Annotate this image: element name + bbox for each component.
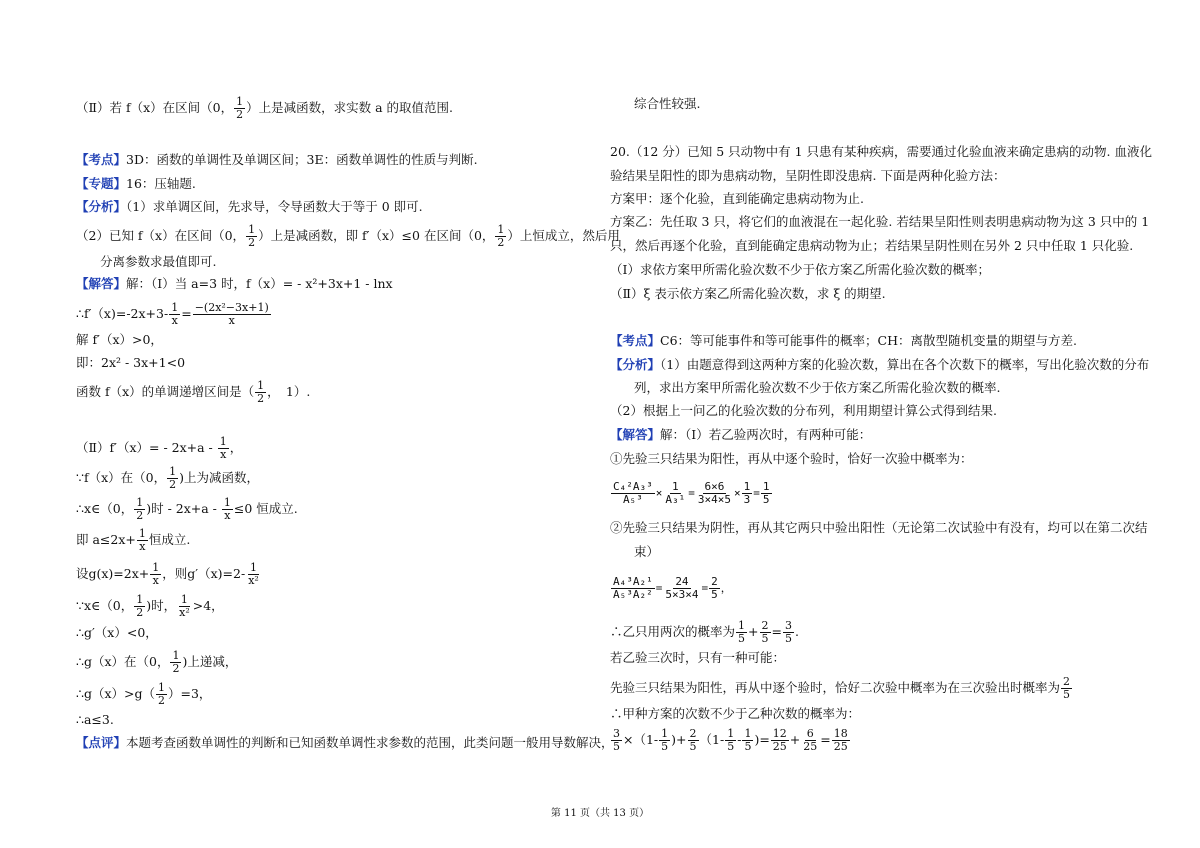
dianping: 【点评】本题考查函数单调性的判断和已知函数单调性求参数的范围，此类问题一般用导数解决，	[76, 735, 614, 750]
q20-part-2: （Ⅱ）ξ 表示依方案乙所需化验次数，求 ξ 的期望.	[610, 286, 886, 301]
fraction: $\frac{1}{2}$	[236, 95, 244, 121]
equation-1: $\frac{\text{C₄²A₃³}}{\text{A₅³}}$ × $\frac{1}{\text{A₃¹}}$ = $\frac{6\times 6}{3\times 4\times 5}$ × $\frac{1}{3}$ = $\frac{1}{5}$	[613, 480, 770, 506]
part2-line-9: 设g(x)=2x+ $\frac{1}{x}$ ，则g′（x)=2- $\frac{1}{\text{x²}}$	[76, 561, 259, 587]
part2-line-6: ∵f（x）在（0， $\frac{1}{2}$ )上为减函数，	[76, 465, 259, 491]
fenxi-line-2: （2）已知 f（x）在区间（0， $\frac{1}{2}$ ）上是减函数，即 f′（x）≤0 在区间（0， $\frac{1}{2}$ ）上恒成立，然后用	[76, 223, 620, 249]
part2-line-12: ∴g（x）在（0， $\frac{1}{2}$ )上递减，	[76, 649, 238, 675]
fenxi: 【分析】（1）求单调区间，先求导，令导函数大于等于 0 即可.	[76, 199, 423, 214]
case-2: ②先验三只结果为阴性，再从其它两只中验出阳性（无论第二次试验中有没有，均可以在第二次结	[610, 520, 1148, 535]
q20-line-3: 方案甲：逐个化验，直到能确定患病动物为止.	[610, 191, 864, 206]
part2-line-7: ∴x∈（0， $\frac{1}{2}$ )时 - 2x+a - $\frac{1}{x}$ ≤0 恒成立.	[76, 496, 298, 522]
question-part-2: （Ⅱ）若 f（x）在区间（0， $\frac{1}{2}$ ）上是减函数，求实数 a 的取值范围.	[76, 95, 453, 121]
q20-part-1: （Ⅰ）求依方案甲所需化验次数不少于依方案乙所需化验次数的概率；	[610, 262, 990, 277]
part2-line-13: ∴g（x）>g（ $\frac{1}{2}$ ）=3，	[76, 681, 212, 707]
continuation: 综合性较强.	[634, 96, 701, 111]
page-footer: 第 11 页（共 13 页）	[550, 808, 650, 819]
q20-line-1: 20.（12 分）已知 5 只动物中有 1 只患有某种疾病，需要通过化验血液来确定患病的动物. 血液化	[610, 144, 1153, 159]
zhuanti: 【专题】16：压轴题.	[76, 176, 196, 191]
solve-line: 解 f′（x）>0，	[76, 332, 163, 347]
part2-line-11: ∴g′（x）<0，	[76, 625, 158, 640]
q20-line-5: 只，然后再逐个化验，直到能确定患病动物为止；若结果呈阴性则在另外 2 只中任取 1 只化验.	[610, 238, 1134, 253]
equation-3: ∴乙只用两次的概率为 $\frac{1}{5}$ + $\frac{2}{5}$ = $\frac{3}{5}$ .	[610, 619, 799, 645]
fenxi-line-2: 列，求出方案甲所需化验次数不少于依方案乙所需化验次数的概率.	[634, 380, 1001, 395]
kaodian: 【考点】3D：函数的单调性及单调区间；3E：函数单调性的性质与判断.	[76, 152, 478, 167]
equation-4: $\frac{3}{5}$ ×（1- $\frac{1}{5}$ )+ $\frac{2}{5}$ （1- $\frac{1}{5}$ - $\frac{1}{5}$ )= $\frac{12}{25}$ + $\frac{6}{25}$ = $\frac{18}{25}$	[613, 727, 848, 753]
fenxi: 【分析】（1）由题意得到这两种方案的化验次数，算出在各个次数下的概率，写出化验次数的分布	[610, 357, 1150, 372]
derivative-line: ∴f′（x)=-2x+3- $\frac{1}{x}$ = $\frac{\text{−(2x²−3x+1)}}{x}$	[76, 301, 269, 327]
case-3: 若乙验三次时，只有一种可能：	[610, 650, 786, 665]
part2-line-10: ∵x∈（0， $\frac{1}{2}$ )时， $\frac{1}{\text{x²}}$ >4，	[76, 593, 224, 619]
kaodian: 【考点】C6：等可能事件和等可能事件的概率；CH：离散型随机变量的期望与方差.	[610, 333, 1077, 348]
fenxi-line-3: 分离参数求最值即可.	[100, 254, 217, 269]
part2-line-8: 即 a≤2x+ $\frac{1}{x}$ 恒成立.	[76, 527, 191, 553]
increasing-interval-line: 函数 f（x）的单调递增区间是（ $\frac{1}{2}$ ， 1）.	[76, 379, 311, 405]
fenxi-line-3: （2）根据上一问乙的化验次数的分布列，利用期望计算公式得到结果.	[610, 403, 997, 418]
part2-conclusion: ∴a≤3.	[76, 712, 114, 727]
jieda: 【解答】解：（Ⅰ）若乙验两次时，有两种可能：	[610, 427, 872, 442]
part2-derivative: （Ⅱ）f′（x）= - 2x+a - $\frac{1}{x}$ ，	[76, 435, 243, 461]
conclusion-intro: ∴甲种方案的次数不少于乙种次数的概率为：	[610, 706, 861, 721]
jieda: 【解答】解：（Ⅰ）当 a=3 时，f（x）= - x²+3x+1 - lnx	[76, 276, 393, 291]
case-1: ①先验三只结果为阳性，再从中逐个验时，恰好一次验中概率为：	[610, 451, 973, 466]
inequality-line: 即：2x² - 3x+1<0	[76, 355, 186, 370]
case-3-desc: 先验三只结果为阳性，再从中逐个验时，恰好二次验中概率为在三次验出时概率为 $\frac{2}{5}$	[610, 675, 1071, 701]
q20-line-4: 方案乙：先任取 3 只，将它们的血液混在一起化验. 若结果呈阳性则表明患病动物为这 3 只中的 1	[610, 214, 1150, 229]
case-2-cont: 束）	[634, 544, 660, 559]
q20-line-2: 验结果呈阳性的即为患病动物，呈阴性即没患病. 下面是两种化验方法：	[610, 168, 1006, 183]
equation-2: $\frac{\text{A₄³A₂¹}}{\text{A₅³A₂²}}$ = $\frac{24}{5\times 3\times 4}$ = $\frac{2}{5}$ ，	[613, 575, 732, 601]
